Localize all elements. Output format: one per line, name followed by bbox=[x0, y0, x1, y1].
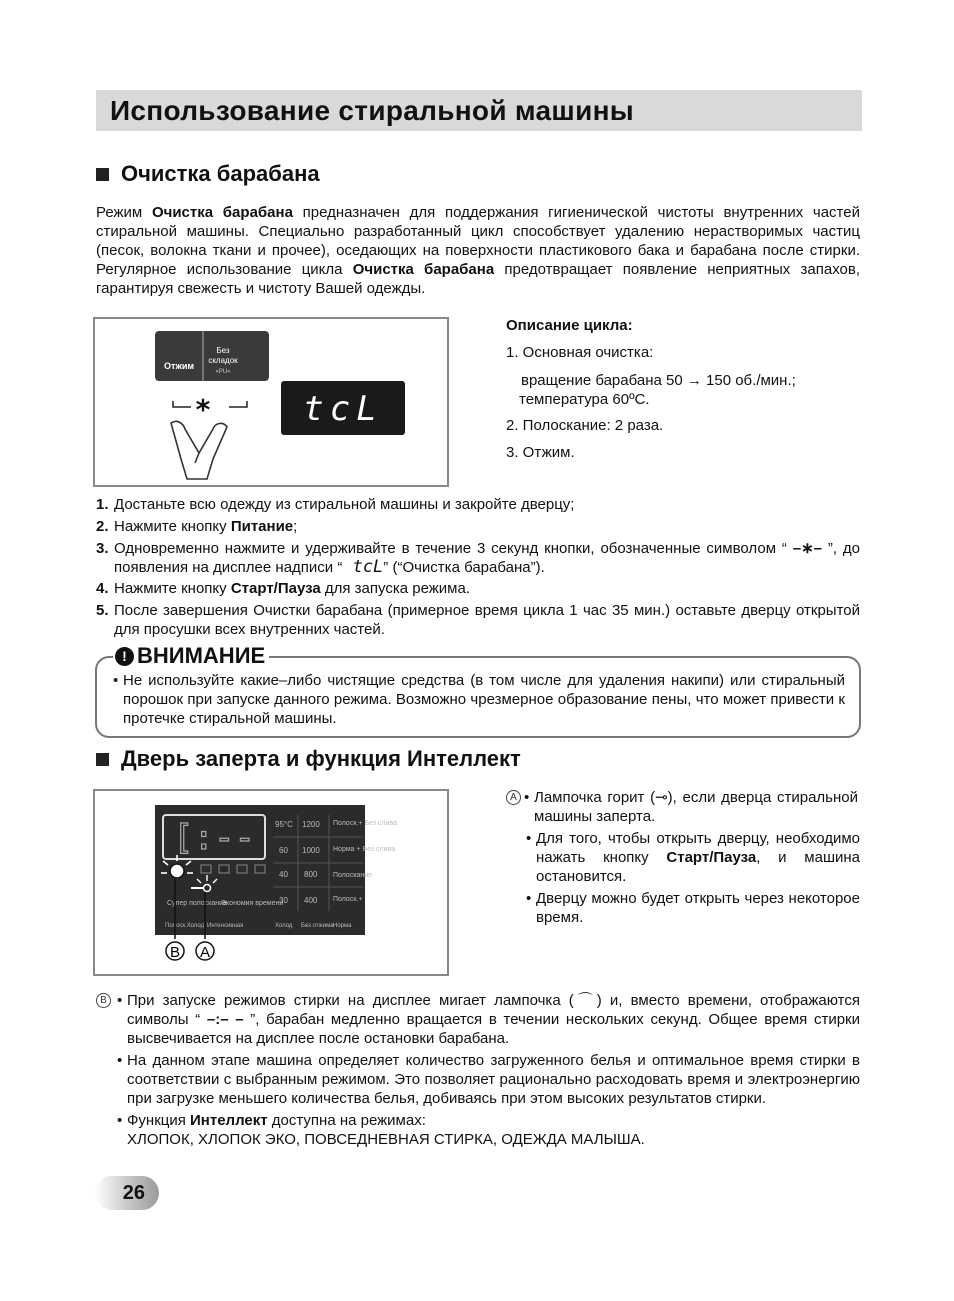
list-item bbox=[506, 829, 860, 886]
cycle-item: 1. Основная очистка: bbox=[506, 344, 654, 361]
warning-text bbox=[113, 671, 845, 728]
warning-title-text: ВНИМАНИЕ bbox=[137, 643, 266, 668]
intro-text: предотвращает появление неприятных запахов, гарантируя свежесть и чистоту Вашей одежды. bbox=[96, 261, 861, 297]
exclamation-icon: ! bbox=[115, 647, 134, 666]
square-bullet-icon bbox=[96, 168, 109, 181]
door-lock-description bbox=[506, 788, 860, 927]
list-item-text: Лампочка горит (⊸), если дверца стиральной машины заперта. bbox=[534, 789, 858, 825]
cycle-title: Описание цикла: bbox=[506, 317, 633, 334]
list-item-text: При запуске режимов стирки на дисплее мигает лампочка (⌒) и, вместо времени, отображаются символы “ –:– – ”, барабан медленно вращается в течении нескольких секунд. Общее время стирки высвечивается на дисплее после остановки барабана. bbox=[127, 992, 860, 1047]
option-label: Полоскание bbox=[333, 872, 373, 879]
list-item-text: Для того, чтобы открыть дверцу, необходимо нажать кнопку Старт/Пауза, и машина остановится. bbox=[536, 830, 860, 885]
step-number: 5. bbox=[96, 602, 109, 619]
step-number: 1. bbox=[96, 496, 109, 513]
page-number: 26 bbox=[95, 1176, 159, 1210]
marker-a-icon: A bbox=[506, 790, 521, 805]
bullet-icon: • bbox=[113, 672, 119, 689]
smart-function-description bbox=[96, 991, 860, 1149]
option-label: Норма + Без слива bbox=[333, 846, 396, 853]
step-text: Достаньте всю одежду из стиральной машины и закройте дверцу; bbox=[114, 496, 575, 513]
list-item bbox=[96, 1111, 860, 1130]
section-heading-drum-clean bbox=[96, 160, 320, 188]
drum-clean-figure bbox=[93, 317, 449, 487]
intro-text: предназначен для поддержания гигиенической чистоты внутренних частей стиральной машины. Специально разработанный цикл способствует удалению нерастворимых частиц (песок, волокна ткани и прочее), оседающих на поверхности пластикового бака и барабана после стирки. Регулярное использование цикла bbox=[96, 204, 860, 278]
list-item-text: Функция Интеллект доступна на режимах: bbox=[127, 1112, 426, 1129]
warning-body: Не используйте какие–либо чистящие средства (в том числе для удаления накипи) или стиральный порошок при запуске данного режима. Возможно чрезмерное образование пены, что может привести к протечке стиральной машины. bbox=[123, 672, 845, 727]
step-text: Одновременно нажмите и удерживайте в течение 3 секунд кнопки, обозначенные символом “ –∗– ”, до появления на дисплее надписи “ tcL” (“Очистка барабана”). bbox=[114, 540, 860, 577]
list-item bbox=[506, 788, 860, 826]
warning-title bbox=[113, 643, 269, 669]
intro-paragraph bbox=[96, 203, 860, 298]
option-label: Экономия времени bbox=[221, 900, 284, 907]
program-label: Интенсивная bbox=[207, 923, 244, 929]
nocrease-button-label: Без bbox=[216, 346, 230, 355]
program-label: Полоск.Холод bbox=[165, 923, 205, 929]
nocrease-small-label: «PU» bbox=[215, 369, 231, 375]
programs-list: ХЛОПОК, ХЛОПОК ЭКО, ПОВСЕДНЕВНАЯ СТИРКА, ОДЕЖДА МАЛЫША. bbox=[127, 1131, 645, 1148]
intro-bold: Очистка барабана bbox=[151, 204, 293, 221]
cycle-description bbox=[506, 316, 856, 462]
display-symbol: tcL bbox=[342, 557, 384, 577]
step-number: 2. bbox=[96, 518, 109, 535]
intro-text: Режим bbox=[96, 204, 152, 221]
program-label: Холод bbox=[275, 923, 293, 929]
bullet-icon: • bbox=[117, 992, 123, 1009]
list-item bbox=[96, 539, 860, 579]
step-text: Нажмите кнопку Старт/Пауза для запуска режима. bbox=[114, 580, 470, 597]
list-item-text: Дверцу можно будет открыть через некоторое время. bbox=[536, 890, 860, 926]
cycle-item: 2. Полоскание: 2 раза. bbox=[506, 417, 664, 434]
temp-label: 95°C bbox=[275, 820, 293, 829]
step-number: 4. bbox=[96, 580, 109, 597]
list-item bbox=[96, 601, 860, 639]
door-lock-figure bbox=[93, 789, 449, 976]
bullet-icon: • bbox=[526, 830, 532, 847]
tcl-display-text: tcL bbox=[303, 389, 383, 429]
list-item bbox=[96, 1051, 860, 1108]
temp-label: 40 bbox=[279, 870, 288, 879]
bullet-icon: • bbox=[526, 890, 532, 907]
step-number: 3. bbox=[96, 540, 109, 557]
time-display-text: [:-- bbox=[173, 818, 255, 858]
temp-label: 60 bbox=[279, 846, 288, 855]
marker-a-label: A bbox=[199, 944, 211, 961]
steps-list bbox=[96, 495, 860, 639]
spin-lamp-symbol-icon: ⌒ bbox=[573, 992, 597, 1009]
bracket-icon bbox=[229, 401, 247, 407]
spin-label: 400 bbox=[304, 896, 318, 905]
cycle-item: 3. Отжим. bbox=[506, 444, 575, 461]
button-symbol-icon: –∗– bbox=[786, 540, 828, 557]
option-label: Полоск.+ Без слива bbox=[333, 820, 397, 827]
bullet-icon: • bbox=[117, 1052, 123, 1069]
option-label: Полоск.+ bbox=[333, 896, 363, 903]
bullet-icon: • bbox=[117, 1112, 123, 1129]
marker-b-icon: B bbox=[96, 993, 111, 1008]
star-icon: * bbox=[195, 393, 211, 426]
intro-bold: Очистка барабана bbox=[352, 261, 495, 278]
square-bullet-icon bbox=[96, 753, 109, 766]
list-item bbox=[96, 517, 860, 539]
cycle-item-detail: вращение барабана 50 → 150 об./мин.; bbox=[521, 372, 796, 389]
bullet-icon: • bbox=[524, 789, 530, 806]
display-panel-illustration bbox=[95, 791, 447, 974]
control-panel-illustration bbox=[95, 319, 447, 485]
section-heading-text: Очистка барабана bbox=[121, 161, 320, 186]
list-item bbox=[506, 889, 860, 927]
marker-b-label: B bbox=[169, 944, 181, 961]
program-label: Норма bbox=[333, 923, 352, 929]
list-item-text: На данном этапе машина определяет количество загруженного белья и оптимальное время стирки в соответствии с выбранным режимом. Это позволяет рационально расходовать время и электроэнергию при загрузке меньшего количества белья, добиваясь при этом высоких результатов стирки. bbox=[127, 1052, 860, 1107]
section-heading-text: Дверь заперта и функция Интеллект bbox=[121, 746, 521, 771]
spin-label: 1200 bbox=[302, 820, 320, 829]
list-item bbox=[96, 991, 860, 1048]
nocrease-button-label: складок bbox=[208, 356, 238, 365]
lock-symbol-icon: ⊸ bbox=[655, 789, 668, 806]
program-label: Без отжима bbox=[301, 923, 334, 929]
step-text: Нажмите кнопку Питание; bbox=[114, 518, 298, 535]
temp-label: 30 bbox=[279, 896, 288, 905]
page-title: Использование стиральной машины bbox=[96, 90, 862, 131]
option-label: Супер полоскание bbox=[167, 900, 227, 907]
spin-label: 800 bbox=[304, 870, 318, 879]
cycle-item-detail: температура 60ºC. bbox=[519, 391, 650, 408]
spin-button-label: Отжим bbox=[163, 361, 195, 371]
bracket-icon bbox=[173, 401, 191, 407]
list-item bbox=[96, 495, 860, 517]
list-item bbox=[96, 579, 860, 601]
dash-symbol-icon: –:– – bbox=[200, 1011, 251, 1028]
spin-label: 1000 bbox=[302, 846, 320, 855]
step-text: После завершения Очистки барабана (примерное время цикла 1 час 35 мин.) оставьте дверцу открытой для просушки всех внутренних частей. bbox=[114, 602, 860, 638]
two-finger-hand-icon bbox=[171, 421, 227, 479]
section-heading-door-lock bbox=[96, 745, 521, 773]
